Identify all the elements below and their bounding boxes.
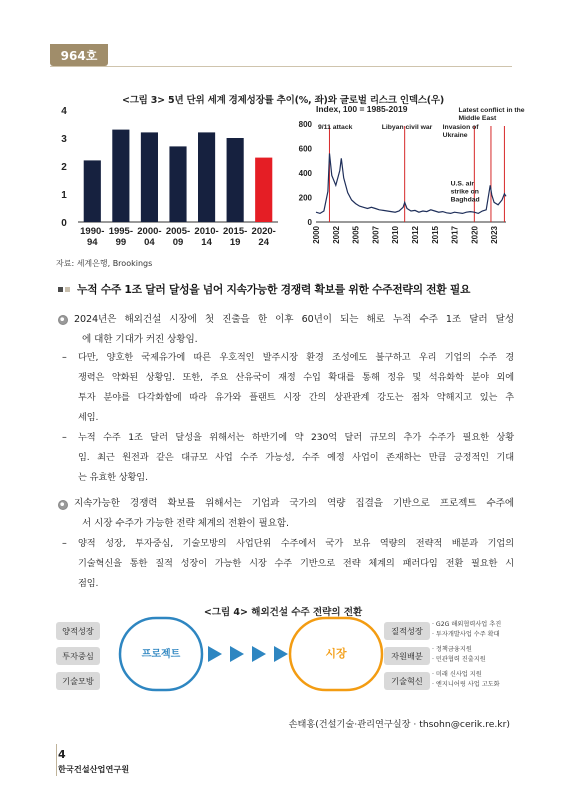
bar [141,132,158,222]
left-item-imitation: 기술모방 [56,672,100,690]
arrow-icon [208,646,222,662]
x-tick-label: 2005- [165,226,191,237]
note-line: · 엔지니어링 사업 고도화 [432,681,500,688]
x-tick-label: 2015- [222,226,248,237]
figure3-source: 자료: 세계은행, Brookings [56,259,153,268]
x-tick-label: 2017 [450,226,460,244]
bar [227,138,244,222]
x-tick-label: 2015 [430,226,440,244]
x-tick-label: 2005 [351,226,361,244]
x-tick-label: 1990- [80,226,105,237]
y-tick-label: 4 [61,106,67,117]
text-line: 2024년은 해외건설 시장에 첫 진출을 한 이후 60년이 되는 해로 누적 수주 1조 달러 달성 [74,314,514,325]
dash-marker: – [62,352,67,363]
y-tick-label: 0 [61,218,67,229]
text-line: 임. 최근 원전과 같은 대규모 사업 수주 가능성, 수주 예정 사업이 존재하는 만큼 긍정적인 기대 [78,452,514,463]
annotation-label: Libyan civil war [381,124,433,131]
y-tick-label: 1 [61,190,67,201]
right-item-innovation: 기술혁신 [384,672,430,690]
note-line: · 미래 신사업 지원 [432,671,482,678]
page-number: 4 [58,748,66,761]
figure4-title: <그림 4> 해외건설 수주 전략의 전환 [203,607,363,618]
text-line: 투자 분야를 다각화함에 따라 유가와 플랜트 시장 간의 상관관계 강도는 점차 약해지고 있는 추 [78,392,514,403]
x-tick-label: 2010- [194,226,219,237]
note-line: · 투자개발사업 수주 확대 [432,631,500,638]
text-line: 에 대한 기대가 커진 상황임. [82,334,198,345]
x-tick-label: 94 [86,237,98,248]
text-line: 서 시장 수주가 가능한 전략 체계의 전환이 필요함. [82,518,289,529]
section-heading [58,282,470,297]
x-tick-label: 04 [144,237,155,248]
annotation-label: Baghdad [450,196,480,204]
header-divider [50,66,512,67]
y-tick-label: 200 [298,193,312,203]
x-tick-label: 2000- [137,226,162,237]
text-line: 누적 수주 1조 달러 달성을 위해서는 하반기에 약 230억 달러 규모의 추가 수주가 필요한 상황 [78,432,514,443]
y-tick-label: 600 [298,144,312,154]
paragraph-2 [74,494,514,534]
organization-name: 한국건설산업연구원 [58,764,130,774]
section-title: 누적 수주 1조 달러 달성을 넘어 지속가능한 경쟁력 확보를 위한 수주전략의 전환 필요 [77,283,471,296]
risk-index-line-chart [290,104,525,256]
x-tick-label: 19 [229,237,241,248]
bullet-icon [58,500,68,510]
arrow-icon [230,646,244,662]
project-label: 프로젝트 [141,649,181,660]
x-tick-label: 2020- [251,226,276,237]
issue-tab: 964호 [50,44,108,66]
strategy-flow-diagram [110,612,390,696]
note-line: · 민관협력 진출지원 [432,656,486,663]
footer-divider [56,744,57,776]
author-line: 손태홍(건설기술·관리연구실장 · thsohn@cerik.re.kr) [288,719,510,730]
heading-square-icon [65,287,70,292]
x-tick-label: 2012 [410,226,420,244]
x-tick-label: 2000 [312,226,321,244]
annotation-label: Latest conflict in the [458,107,525,114]
right-item-allocation: 자원배분 [384,647,430,665]
bar [255,158,272,222]
bar [84,160,101,222]
annotation-label: U.S. air [450,180,475,188]
x-tick-label: 24 [258,237,270,248]
text-line: 다만, 양호한 국제유가에 따른 우호적인 발주시장 환경 조성에도 불구하고 우리 기업의 수주 경 [78,352,514,363]
arrow-icon [274,646,288,662]
paragraph-1 [74,310,514,350]
paragraph-2a [78,534,514,594]
y-tick-label: 400 [298,169,312,178]
x-tick-label: 2007 [371,226,381,244]
paragraph-1b [78,428,514,488]
bullet-icon [58,315,68,325]
text-line: 기술혁신을 통한 질적 성장이 가능한 시장 수주 기반으로 전략 체계의 패러다임 전환 필요한 시 [78,558,514,569]
heading-square-icon [58,287,63,292]
growth-bar-chart [56,104,286,254]
paragraph-1a [78,348,514,428]
left-item-quantitative: 양적성장 [56,622,100,640]
right-note-1 [432,620,501,640]
risk-index-series [316,153,506,213]
right-note-2 [432,645,486,665]
x-tick-label: 14 [201,237,212,248]
arrow-icon [252,646,266,662]
right-item-qualitative: 질적성장 [384,622,430,640]
annotation-label: strike on [450,188,479,196]
y-tick-label: 3 [61,134,67,145]
text-line: 지속가능한 경쟁력 확보를 위해서는 기업과 국가의 역량 집결을 기반으로 프로젝트 수주에 [74,498,514,509]
left-item-investment: 투자중심 [56,647,100,665]
market-label: 시장 [325,648,347,660]
y-tick-label: 2 [61,162,67,173]
dash-marker: – [62,432,67,443]
annotation-label: Ukraine [442,132,468,139]
annotation-label: Invasion of [442,124,479,131]
text-line: 점임. [78,578,99,589]
bar [198,132,215,222]
text-line: 양적 성장, 투자중심, 기술모방의 사업단위 수주에서 국가 보유 역량의 전략적 배분과 기업의 [78,538,514,549]
text-line: 쟁력은 약화된 상황임. 또한, 주요 산유국이 재정 수입 확대를 통해 정유 및 석유화학 분야 외에 [78,372,514,383]
x-tick-label: 1995- [108,226,134,237]
bar [169,146,186,222]
x-tick-label: 2020 [470,226,480,244]
dash-marker: – [62,538,67,549]
bar [112,130,129,222]
text-line: 세임. [78,412,99,423]
x-tick-label: 2002 [331,226,341,244]
y-tick-label: 800 [298,120,312,129]
annotation-label: Middle East [458,115,497,122]
note-line: · G2G 해외협력사업 추진 [432,621,502,628]
x-tick-label: 09 [172,237,184,248]
chart-title: Index, 100 = 1985-2019 [316,104,408,114]
x-tick-label: 2010 [391,226,401,244]
y-tick-label: 0 [307,218,312,227]
x-tick-label: 99 [115,237,127,248]
right-note-3 [432,670,500,690]
x-tick-label: 2023 [490,226,500,244]
text-line: 는 유효한 상황임. [78,472,148,483]
figure3-title: <그림 3> 5년 단위 세계 경제성장률 추이(%, 좌)와 글로벌 리스크 인덱스(우) [121,95,445,106]
note-line: · 정책금융지원 [432,646,472,653]
annotation-label: 9/11 attack [318,124,353,131]
